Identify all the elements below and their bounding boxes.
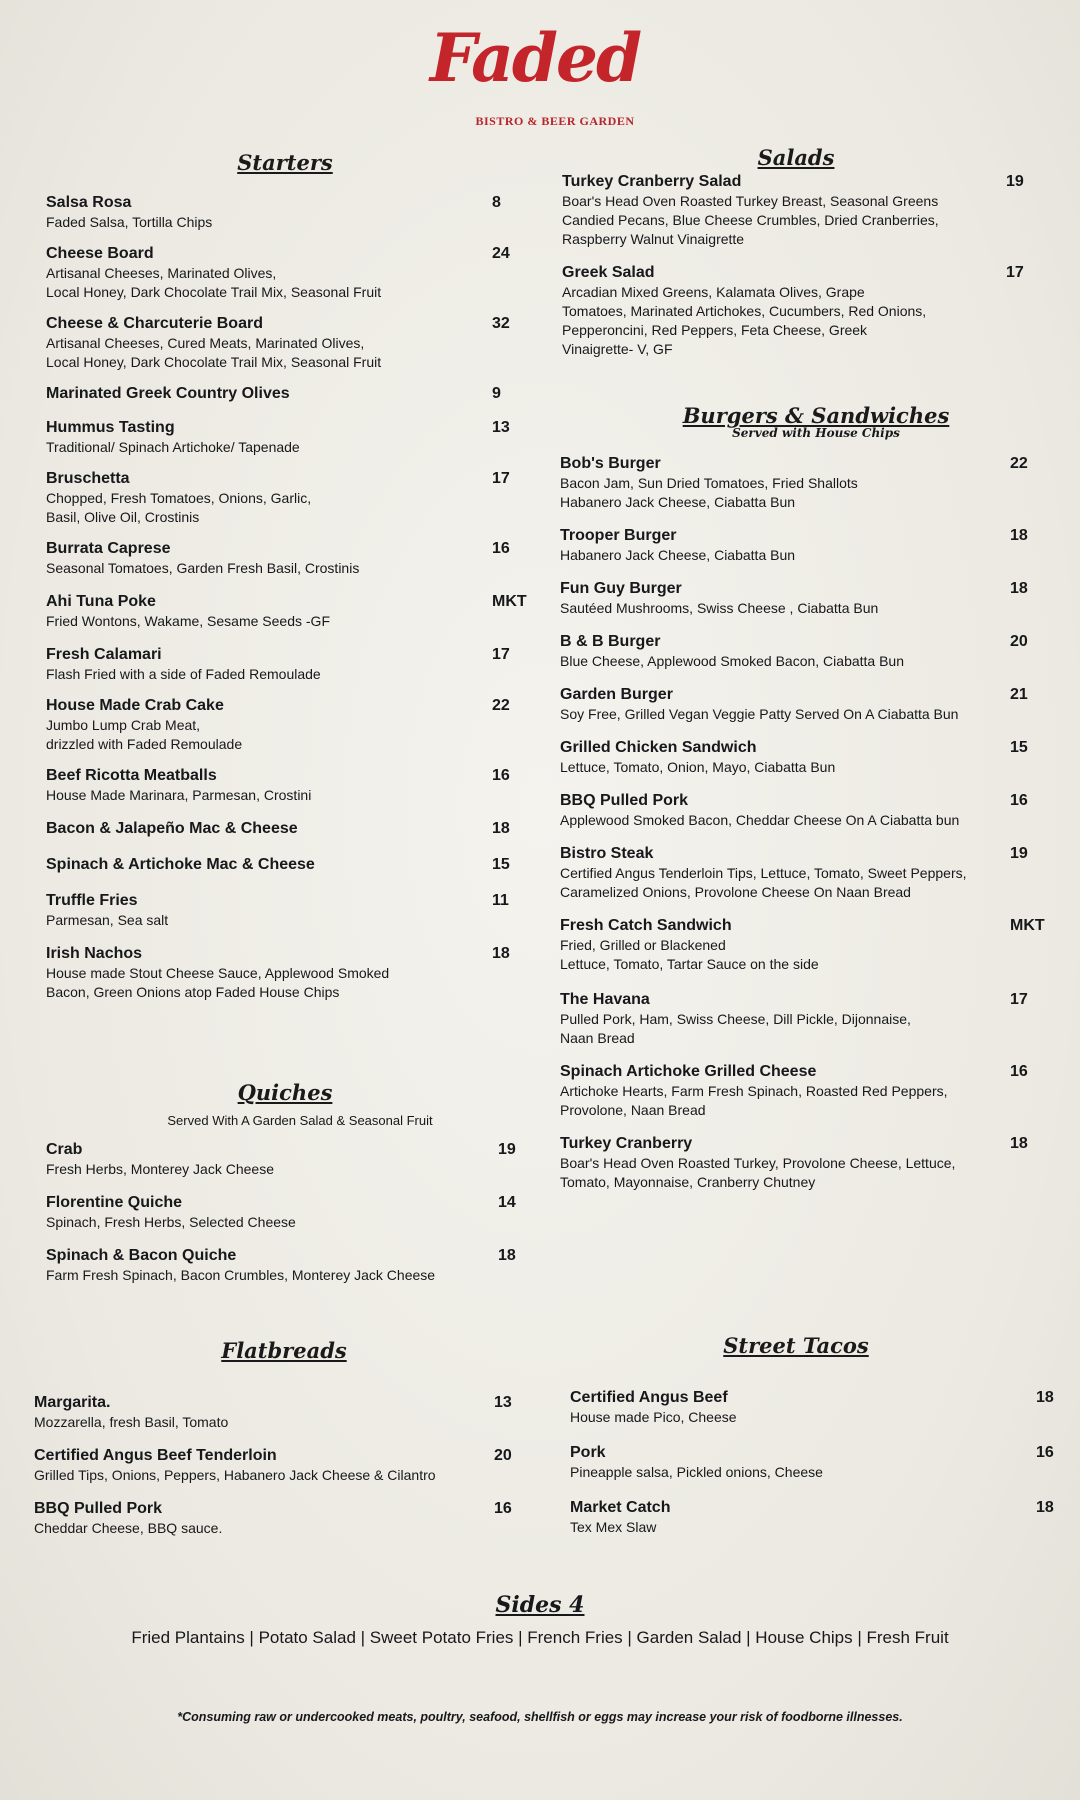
salads-section xyxy=(556,145,1064,373)
item-price: 18 xyxy=(1010,1135,1028,1152)
logo-tagline: BISTRO & BEER GARDEN xyxy=(475,114,635,128)
menu-item xyxy=(30,1140,540,1179)
sides-list: Fried Plantains | Potato Salad | Sweet Potato Fries | French Fries | Garden Salad | House Chips | Fresh Fruit xyxy=(131,1628,949,1647)
flatbreads-list xyxy=(24,1393,544,1538)
menu-item xyxy=(30,314,540,372)
item-description: Lettuce, Tomato, Onion, Mayo, Ciabatta Bun xyxy=(560,759,836,775)
left-column xyxy=(30,150,540,1536)
menu-item xyxy=(556,1498,1064,1537)
item-description: Habanero Jack Cheese, Ciabatta Bun xyxy=(560,547,796,563)
item-name: Spinach Artichoke Grilled Cheese xyxy=(560,1063,817,1080)
item-name: Trooper Burger xyxy=(560,527,677,544)
quiches-title: Quiches xyxy=(237,1080,333,1105)
item-price: 18 xyxy=(492,945,510,962)
menu-item xyxy=(556,1388,1064,1427)
menu-item xyxy=(30,193,540,232)
burgers-title: Burgers & Sandwiches xyxy=(682,403,950,428)
menu-item xyxy=(30,1193,540,1232)
item-name: Bistro Steak xyxy=(560,845,654,862)
item-price: 13 xyxy=(494,1394,512,1411)
item-name: Bob's Burger xyxy=(560,455,661,472)
menu-item xyxy=(556,172,1064,249)
menu-item xyxy=(30,539,540,578)
item-name: Certified Angus Beef Tenderloin xyxy=(34,1447,277,1464)
item-price: 18 xyxy=(498,1247,516,1264)
menu-item xyxy=(30,384,540,404)
item-price: 19 xyxy=(1006,173,1024,190)
item-price: 16 xyxy=(494,1500,512,1517)
item-price: 17 xyxy=(492,470,510,487)
quiches-list xyxy=(30,1140,540,1285)
tacos-section xyxy=(556,1333,1064,1553)
item-description: Jumbo Lump Crab Meat, drizzled with Faded Remoulade xyxy=(46,717,243,752)
item-name: Cheese & Charcuterie Board xyxy=(46,315,263,332)
item-price: 16 xyxy=(492,767,510,784)
item-description: Artisanal Cheeses, Cured Meats, Marinated Olives, Local Honey, Dark Chocolate Trail Mix, Seasonal Fruit xyxy=(46,335,382,370)
item-price: 16 xyxy=(492,540,510,557)
restaurant-logo xyxy=(420,18,650,136)
item-price: 19 xyxy=(498,1141,516,1158)
item-price: 21 xyxy=(1010,686,1028,703)
item-name: Pork xyxy=(570,1444,606,1461)
item-description: Blue Cheese, Applewood Smoked Bacon, Ciabatta Bun xyxy=(560,653,905,669)
item-description: Faded Salsa, Tortilla Chips xyxy=(46,214,213,230)
flatbreads-section xyxy=(24,1338,544,1552)
salads-title: Salads xyxy=(757,145,835,170)
menu-item xyxy=(556,844,1064,902)
salads-list xyxy=(556,172,1064,359)
menu-item xyxy=(24,1446,544,1485)
item-description: Artisanal Cheeses, Marinated Olives, Local Honey, Dark Chocolate Trail Mix, Seasonal Fruit xyxy=(46,265,382,300)
item-name: Greek Salad xyxy=(562,264,655,281)
menu-item xyxy=(556,1443,1064,1482)
item-description: House Made Marinara, Parmesan, Crostini xyxy=(46,787,312,803)
item-name: Burrata Caprese xyxy=(46,540,171,557)
item-name: Margarita. xyxy=(34,1394,111,1411)
item-price: 20 xyxy=(1010,633,1028,650)
menu-item xyxy=(556,263,1064,359)
item-price: 9 xyxy=(492,385,501,402)
item-description: Fresh Herbs, Monterey Jack Cheese xyxy=(46,1161,274,1177)
item-name: Beef Ricotta Meatballs xyxy=(46,767,217,784)
menu-item xyxy=(24,1499,544,1538)
item-name: Hummus Tasting xyxy=(46,419,175,436)
item-description: Boar's Head Oven Roasted Turkey, Provolone Cheese, Lettuce, Tomato, Mayonnaise, Cranberry Chutney xyxy=(560,1155,956,1190)
item-name: Market Catch xyxy=(570,1499,671,1516)
starters-title: Starters xyxy=(237,150,333,175)
item-price: 15 xyxy=(1010,739,1028,756)
item-description: Grilled Tips, Onions, Peppers, Habanero Jack Cheese & Cilantro xyxy=(34,1467,436,1483)
item-price: 18 xyxy=(1036,1389,1054,1406)
item-price: 17 xyxy=(1010,991,1028,1008)
starters-list xyxy=(30,193,540,1002)
item-description: Boar's Head Oven Roasted Turkey Breast, Seasonal Greens Candied Pecans, Blue Cheese Crumbles, Dried Cranberries, Raspberry Walnut Vinaigrette xyxy=(562,193,939,247)
item-price: 18 xyxy=(492,820,510,837)
menu-item xyxy=(30,244,540,302)
menu-item xyxy=(556,1134,1064,1192)
menu-item xyxy=(30,418,540,457)
menu-item xyxy=(30,1246,540,1285)
menu-item xyxy=(30,592,540,631)
item-description: Artichoke Hearts, Farm Fresh Spinach, Roasted Red Peppers, Provolone, Naan Bread xyxy=(560,1083,948,1118)
item-description: Spinach, Fresh Herbs, Selected Cheese xyxy=(46,1214,296,1230)
flatbreads-title: Flatbreads xyxy=(221,1338,347,1363)
item-price: MKT xyxy=(492,593,527,610)
menu-item xyxy=(556,526,1064,565)
item-name: B & B Burger xyxy=(560,633,661,650)
item-description: House made Pico, Cheese xyxy=(570,1409,737,1425)
item-description: Fried Wontons, Wakame, Sesame Seeds -GF xyxy=(46,613,330,629)
item-description: Farm Fresh Spinach, Bacon Crumbles, Monterey Jack Cheese xyxy=(46,1267,436,1283)
tacos-title: Street Tacos xyxy=(723,1333,869,1358)
item-price: 20 xyxy=(494,1447,512,1464)
item-name: BBQ Pulled Pork xyxy=(34,1500,163,1517)
item-name: Florentine Quiche xyxy=(46,1194,183,1211)
item-name: Fun Guy Burger xyxy=(560,580,682,597)
item-name: Bruschetta xyxy=(46,470,130,487)
item-price: 18 xyxy=(1036,1499,1054,1516)
item-name: Cheese Board xyxy=(46,245,154,262)
menu-item xyxy=(556,1062,1064,1120)
item-price: 32 xyxy=(492,315,510,332)
item-price: 24 xyxy=(492,245,510,262)
item-price: MKT xyxy=(1010,917,1045,934)
item-price: 19 xyxy=(1010,845,1028,862)
item-description: House made Stout Cheese Sauce, Applewood Smoked Bacon, Green Onions atop Faded House Chips xyxy=(46,965,390,1000)
item-name: Crab xyxy=(46,1141,83,1158)
item-name: Turkey Cranberry Salad xyxy=(562,173,742,190)
item-name: Grilled Chicken Sandwich xyxy=(560,739,757,756)
menu-item xyxy=(556,685,1064,724)
burgers-section xyxy=(556,403,1064,1192)
item-name: The Havana xyxy=(560,991,650,1008)
item-name: Garden Burger xyxy=(560,686,673,703)
item-description: Applewood Smoked Bacon, Cheddar Cheese On A Ciabatta bun xyxy=(560,812,960,828)
item-price: 15 xyxy=(492,856,510,873)
menu-item xyxy=(30,696,540,754)
item-description: Flash Fried with a side of Faded Remoulade xyxy=(46,666,321,682)
starters-section xyxy=(30,150,540,1070)
item-name: Bacon & Jalapeño Mac & Cheese xyxy=(46,820,298,837)
burgers-list xyxy=(556,454,1064,1192)
item-name: House Made Crab Cake xyxy=(46,697,224,714)
item-name: Irish Nachos xyxy=(46,945,143,962)
item-name: Spinach & Bacon Quiche xyxy=(46,1247,237,1264)
menu-item xyxy=(556,990,1064,1048)
item-price: 16 xyxy=(1010,1063,1028,1080)
item-name: Ahi Tuna Poke xyxy=(46,593,156,610)
menu-item xyxy=(556,738,1064,777)
item-price: 11 xyxy=(492,892,509,909)
menu-item xyxy=(556,579,1064,618)
item-description: Pineapple salsa, Pickled onions, Cheese xyxy=(570,1464,823,1480)
menu-item xyxy=(30,469,540,527)
menu-item xyxy=(30,891,540,930)
item-price: 22 xyxy=(492,697,510,714)
item-description: Soy Free, Grilled Vegan Veggie Patty Served On A Ciabatta Bun xyxy=(560,706,959,722)
item-name: Fresh Catch Sandwich xyxy=(560,917,732,934)
item-description: Pulled Pork, Ham, Swiss Cheese, Dill Pickle, Dijonnaise, Naan Bread xyxy=(560,1011,911,1046)
item-price: 16 xyxy=(1010,792,1028,809)
menu-item xyxy=(24,1393,544,1432)
item-name: Turkey Cranberry xyxy=(560,1135,693,1152)
menu-item xyxy=(30,944,540,1002)
item-name: Salsa Rosa xyxy=(46,194,132,211)
item-price: 13 xyxy=(492,419,510,436)
tacos-list xyxy=(556,1388,1064,1537)
disclaimer: *Consuming raw or undercooked meats, poultry, seafood, shellfish or eggs may increase your risk of foodborne illnesses. xyxy=(177,1710,903,1724)
item-price: 18 xyxy=(1010,580,1028,597)
quiches-note: Served With A Garden Salad & Seasonal Fruit xyxy=(167,1113,433,1128)
burgers-note: Served with House Chips xyxy=(732,426,900,440)
sides-title: Sides 4 xyxy=(495,1592,585,1618)
menu-item xyxy=(556,632,1064,671)
item-description: Seasonal Tomatoes, Garden Fresh Basil, Crostinis xyxy=(46,560,360,576)
item-price: 8 xyxy=(492,194,501,211)
item-price: 18 xyxy=(1010,527,1028,544)
item-description: Tex Mex Slaw xyxy=(570,1519,657,1535)
item-description: Arcadian Mixed Greens, Kalamata Olives, Grape Tomatoes, Marinated Artichokes, Cucumbers, Red Onions, Pepperoncini, Red Peppers, Feta Cheese, Greek Vinaigrette- V, GF xyxy=(562,284,927,357)
item-name: Marinated Greek Country Olives xyxy=(46,385,290,402)
item-description: Cheddar Cheese, BBQ sauce. xyxy=(34,1520,223,1536)
item-description: Fried, Grilled or Blackened Lettuce, Tomato, Tartar Sauce on the side xyxy=(560,937,819,972)
item-name: Spinach & Artichoke Mac & Cheese xyxy=(46,856,315,873)
menu-item xyxy=(30,855,540,875)
menu-item xyxy=(30,645,540,684)
item-description: Certified Angus Tenderloin Tips, Lettuce, Tomato, Sweet Peppers, Caramelized Onions, Provolone Cheese On Naan Bread xyxy=(560,865,967,900)
item-price: 17 xyxy=(1006,264,1024,281)
item-description: Sautéed Mushrooms, Swiss Cheese , Ciabatta Bun xyxy=(560,600,879,616)
item-description: Bacon Jam, Sun Dried Tomatoes, Fried Shallots Habanero Jack Cheese, Ciabatta Bun xyxy=(560,475,858,510)
item-price: 16 xyxy=(1036,1444,1054,1461)
menu-item xyxy=(556,791,1064,830)
item-name: Certified Angus Beef xyxy=(570,1389,728,1406)
item-price: 22 xyxy=(1010,455,1028,472)
menu-item xyxy=(30,766,540,805)
item-description: Chopped, Fresh Tomatoes, Onions, Garlic, Basil, Olive Oil, Crostinis xyxy=(46,490,312,525)
item-name: BBQ Pulled Pork xyxy=(560,792,689,809)
item-price: 17 xyxy=(492,646,510,663)
logo-script: Faded xyxy=(429,19,641,97)
menu-item xyxy=(556,916,1064,974)
quiches-section xyxy=(30,1080,540,1299)
item-price: 14 xyxy=(498,1194,516,1211)
item-name: Fresh Calamari xyxy=(46,646,162,663)
item-description: Parmesan, Sea salt xyxy=(46,912,169,928)
item-name: Truffle Fries xyxy=(46,892,138,909)
menu-item xyxy=(30,819,540,839)
item-description: Mozzarella, fresh Basil, Tomato xyxy=(34,1414,229,1430)
item-description: Traditional/ Spinach Artichoke/ Tapenade xyxy=(46,439,300,455)
menu-item xyxy=(556,454,1064,512)
